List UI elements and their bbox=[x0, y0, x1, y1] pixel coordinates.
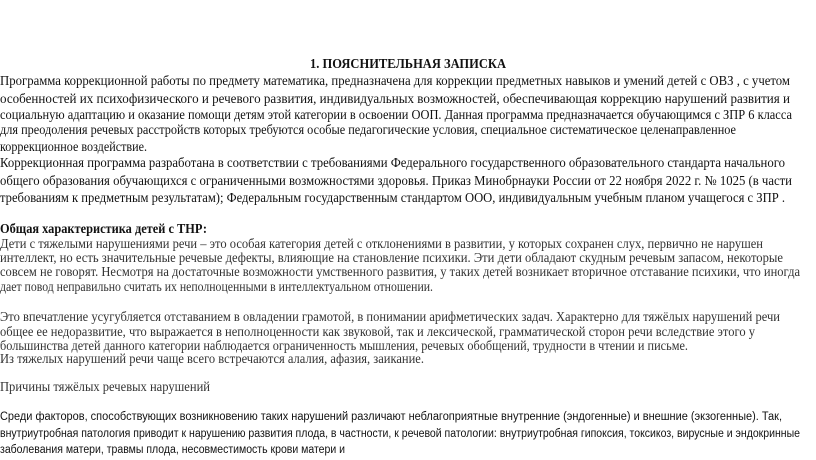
text-line: общее ее недоразвитие, что выражается в неполноценности как звуковой, так и лексической, грамматической сторон речи вследствие этого у bbox=[0, 324, 756, 339]
text-line: Из тяжелых нарушений речи чаще всего встречаются алалия, афазия, заикание. bbox=[0, 351, 424, 366]
text-line: требованиям к предметным результатам); Федеральным государственным стандартом ООО, индивидуальным учебным планом учащегося с ЗПР . bbox=[0, 190, 785, 205]
text-line: внутриутробная патология приводит к нарушению развития плода, в частности, к речевой патологии: внутриутробная гипоксия, токсикоз, вирусные и эндокринные bbox=[0, 428, 800, 440]
text-line: социальную адаптацию и оказание помощи детям этой категории в освоении ООП. Данная программа предназначается обучающимся с ЗПР 6 класса bbox=[0, 107, 792, 122]
text-line: Коррекционная программа разработана в соответствии с требованиями Федерального государственного образовательного стандарта начального bbox=[0, 155, 786, 170]
text-line: коррекционное воздействие. bbox=[0, 139, 147, 154]
text-line: Это впечатление усугубляется отставанием в овладении грамотой, в понимании арифметических задач. Характерно для тяжёлых нарушений речи bbox=[0, 309, 780, 324]
text-line: общего образования обучающихся с ограниченными возможностями здоровья. Приказ Минобрнауки России от 22 ноября 2022 г. № 1025 (в части bbox=[0, 173, 792, 188]
section-heading: Общая характеристика детей с ТНР: bbox=[0, 221, 207, 236]
text-line: Среди факторов, способствующих возникновению таких нарушений различают неблагоприятные внутренние (эндогенные) и внешние (экзогенные). Так, bbox=[0, 411, 782, 423]
document-title: 1. ПОЯСНИТЕЛЬНАЯ ЗАПИСКА bbox=[310, 56, 507, 71]
text-line: особенностей их психофизического и речевого развития, индивидуальных возможностей, обеспечивающая коррекцию нарушений развития и bbox=[0, 91, 790, 106]
text-line: для преодоления речевых расстройств которых требуются особые педагогические условия, специальное систематическое целенаправленное bbox=[0, 122, 737, 137]
causes-heading: Причины тяжёлых речевых нарушений bbox=[0, 379, 210, 394]
text-line: дает повод неправильно считать их неполноценными в интеллектуальном отношении. bbox=[0, 279, 433, 294]
text-line: совсем не говорят. Несмотря на достаточные возможности умственного развития, у таких детей возникает вторичное отставание психики, что иногда bbox=[0, 264, 801, 279]
text-line: Дети с тяжелыми нарушениями речи – это особая категория детей с отклонениями в развитии, у которых сохранен слух, первично не нарушен bbox=[0, 236, 763, 251]
text-line: интеллект, но есть значительные речевые дефекты, влияющие на становление психики. Эти дети обладают скудным речевым запасом, некоторые bbox=[0, 250, 783, 265]
text-line: заболевания матери, травмы плода, несовместимость крови матери и bbox=[0, 444, 345, 456]
text-line: большинства детей данного категории наблюдается ограниченность мышления, речевых обобщений, трудности в чтении и письме. bbox=[0, 338, 688, 353]
text-line: Программа коррекционной работы по предмету математика, предназначена для коррекции предметных навыков и умений детей с ОВЗ , с учетом bbox=[0, 73, 791, 88]
